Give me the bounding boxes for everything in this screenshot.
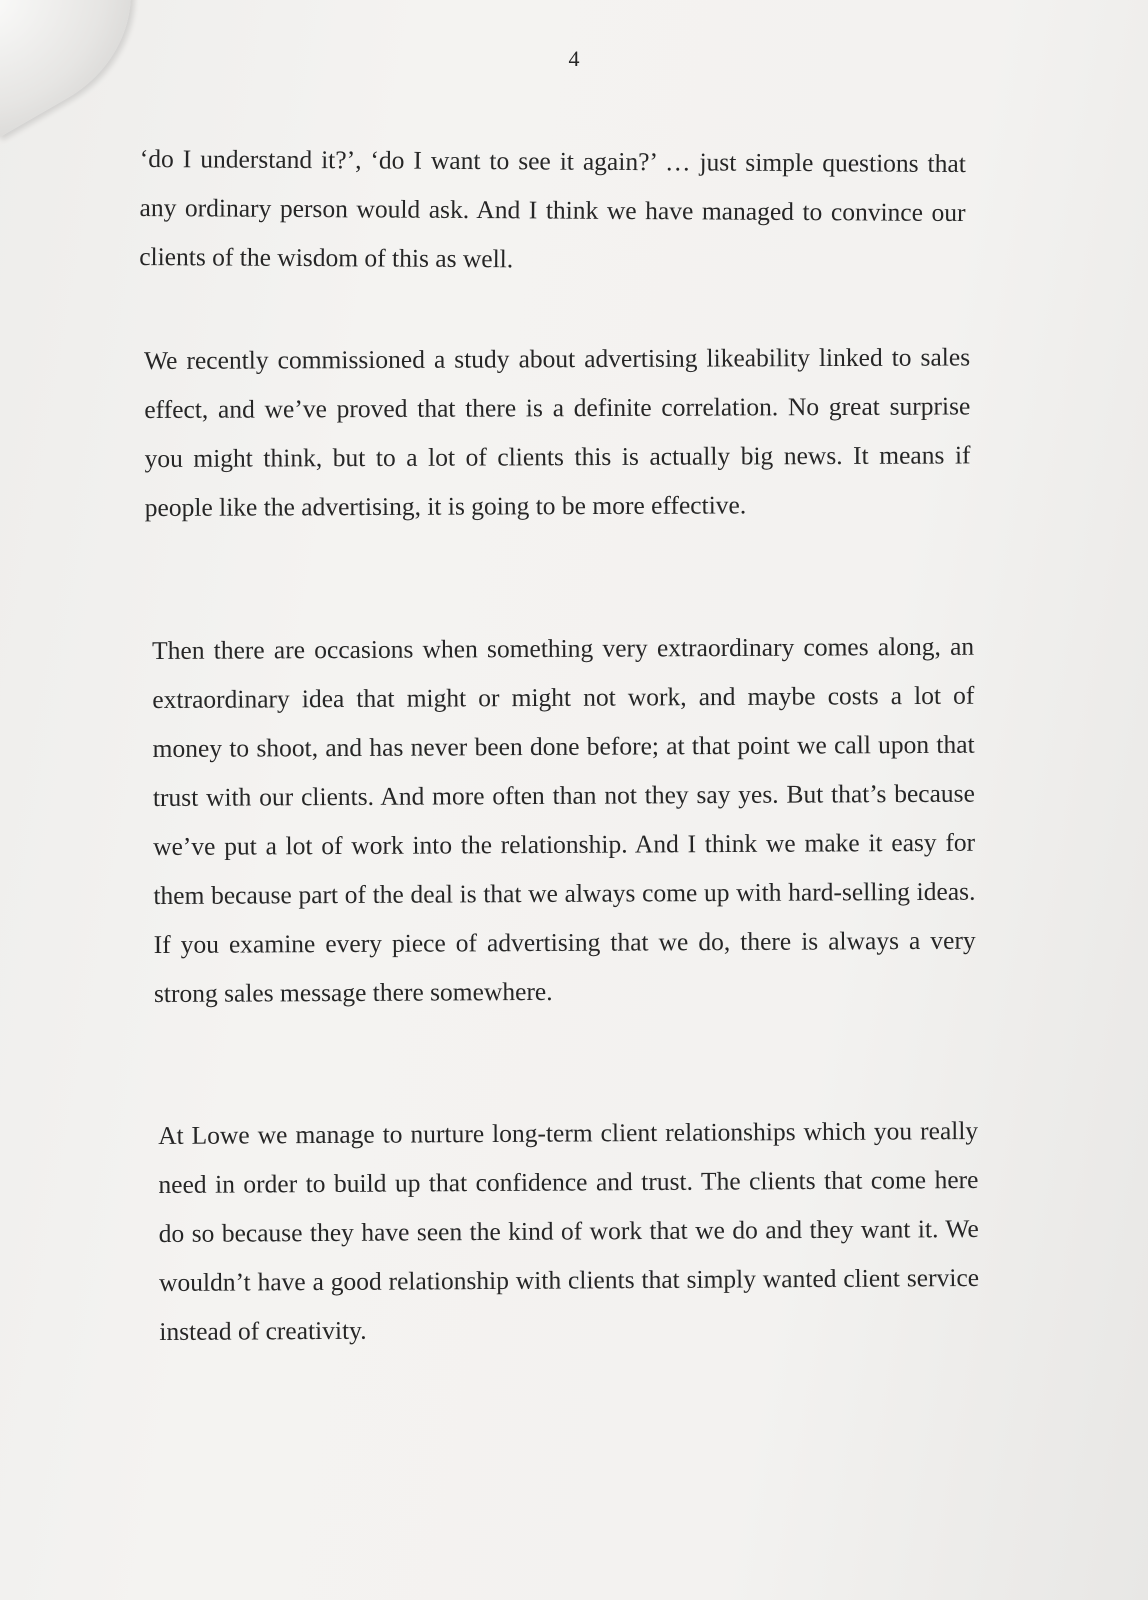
paragraph-1: ‘do I understand it?’, ‘do I want to see it again?’ … just simple questions that any ordinary person would ask. And I think we have managed to convince our clients of the wisdom of this as well.: [139, 143, 966, 273]
paragraph-3: Then there are occasions when something very extraordinary comes along, an extraordinary idea that might or might not work, and maybe costs a lot of money to shoot, and has never been done before; at that point we call upon that trust with our clients. And more often than not they say yes. But that’s because we’ve put a lot of work into the relationship. And I think we make it easy for them because part of the deal is that we always come up with hard-selling ideas. If you examine every piece of advertising that we do, there is always a very strong sales message there somewhere.: [152, 631, 976, 1008]
page-number: 4: [568, 46, 580, 71]
paragraph-2: We recently commissioned a study about advertising likeability linked to sales effect, and we’ve proved that there is a definite correlation. No great surprise you might think, but to a lot of clients this is actually big news. It means if people like the advertising, it is going to be more effective.: [144, 341, 971, 522]
paragraph-4: At Lowe we manage to nurture long-term client relationships which you really need in order to build up that confidence and trust. The clients that come here do so because they have seen the kind of work that we do and they want it. We wouldn’t have a good relationship with clients that simply wanted client service instead of creativity.: [158, 1115, 980, 1346]
